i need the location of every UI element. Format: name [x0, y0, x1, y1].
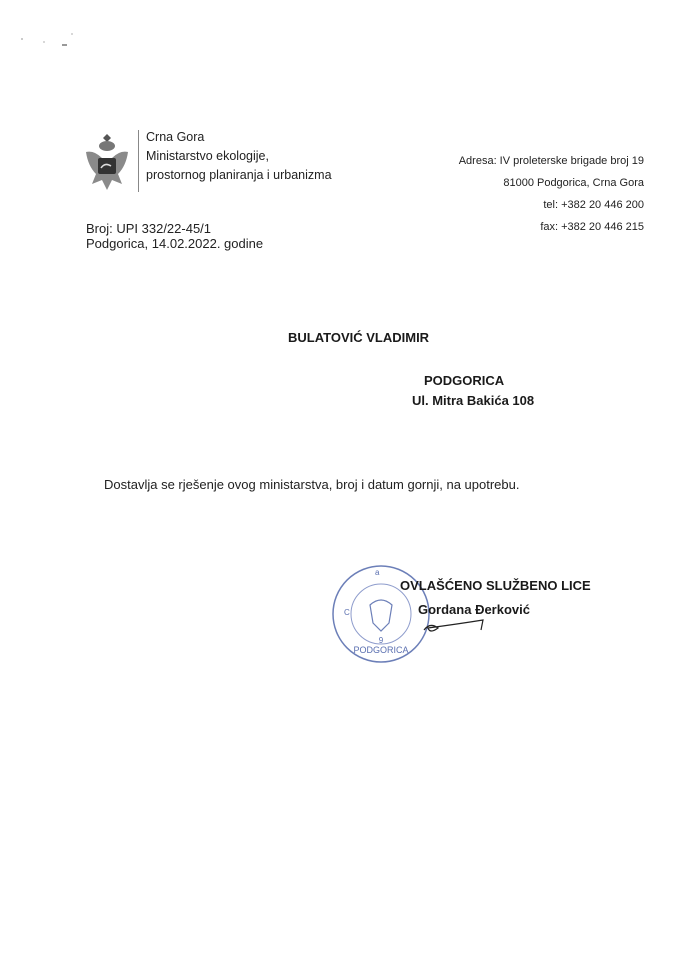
signature-scribble: [420, 614, 500, 638]
address-street: Adresa: IV proleterske brigade broj 19: [458, 155, 644, 167]
recipient-street: Ul. Mitra Bakića 108: [412, 393, 535, 408]
reference-number: Broj: UPI 332/22-45/1: [86, 221, 212, 236]
address-block: [459, 150, 644, 238]
address-phone: tel: +382 20 446 200: [543, 199, 644, 211]
recipient-city: PODGORICA: [424, 373, 505, 388]
header-divider: [138, 130, 139, 192]
ministry-name: Ministarstvo ekologije,: [146, 149, 269, 163]
body-text: Dostavlja se rješenje ovog ministarstva, broj i datum gornji, na upotrebu.: [104, 477, 520, 492]
svg-text:C: C: [344, 608, 350, 617]
reference-block: [86, 221, 263, 251]
country-name: Crna Gora: [146, 130, 205, 144]
signatory-title: OVLAŠĆENO SLUŽBENO LICE: [400, 578, 591, 593]
signatory-name: Gordana Đerković: [418, 602, 530, 617]
stamp-city: PODGORICA: [353, 645, 409, 655]
svg-text:a: a: [375, 568, 380, 577]
stamp-number: 9: [378, 636, 384, 645]
coat-of-arms-icon: [82, 132, 132, 194]
scan-specks: [14, 30, 74, 50]
ministry-block: [146, 128, 332, 185]
ministry-name-cont: prostornog planiranja i urbanizma: [146, 168, 332, 182]
reference-date: Podgorica, 14.02.2022. godine: [86, 236, 264, 251]
recipient-name: BULATOVIĆ VLADIMIR: [288, 330, 430, 345]
address-city: 81000 Podgorica, Crna Gora: [503, 177, 644, 189]
address-fax: fax: +382 20 446 215: [540, 221, 644, 233]
